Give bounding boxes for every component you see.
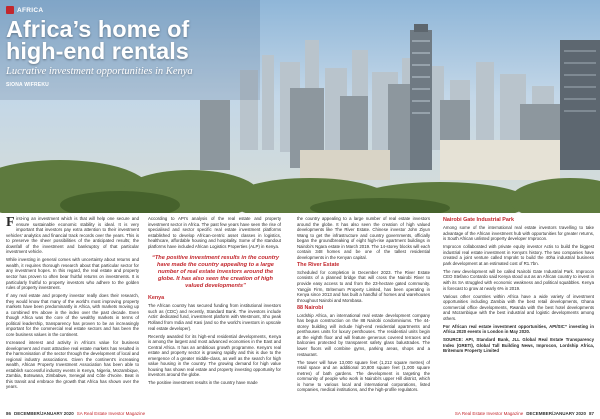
issue-date-right: DECEMBER/JANUARY 2020 xyxy=(526,411,586,416)
paragraph: Increased interest and activity in Africa’s value for business development and most attractive real estate markets has resulted in the harmonisation of the sector through the development of local and regional industry associations. Given the continent’s increasing wealth, African Property Investment Association has been able to establish successful industry events in Kenya, Nigeria, Mozambique, Zambia, Botswana, Zimbabwe, Senegal and Côte d’Ivoire. Beat in this transit and embrace the growth that Africa has shown over the years. xyxy=(6,339,139,390)
page-number-left: 86 xyxy=(6,411,12,416)
page-number-right: 87 xyxy=(588,411,594,416)
paragraph: The positive investment results in the country have made xyxy=(148,380,258,386)
paragraph: The African country has secured funding from institutional investors such as (CDC) and recently, Standard Bank. The investors include Actis’ dedicated fund, investment platform with Westmont, Sho peak Rolland from India and Kasi (and so the world’s investors in upscale real estate developer). xyxy=(148,303,281,331)
paragraph: The tower will have 13,000 square feet (1,212 square metres) of retail space and an additional 10,800 square feet (1,000 square metres) of bath gardens. The development is targeting the community of people who work in Nairobi’s upper Hill district, which is home to various local and international corporations, listed companies, medical institutions, and the high-profile regulators. xyxy=(297,359,430,393)
article-title-line-2: high-end rentals xyxy=(6,38,189,64)
paragraph: While investing in general comes with uncertainty about returns and wealth, it requires thorough research about that particular sector for any investment hopes. In this regard, the real estate and property sector has proven to often bear fruitful returns on investments. It is particularly fruitful to property investors who adhere to the golden rules of property investment. xyxy=(6,257,139,291)
source-note: SOURCE: API, Standard Bank, JLL Global Real Estate Transparency Index (GRETI), Global Tall Building News, Improcon, Lordship Africa, Britemum Property Limited xyxy=(443,337,594,354)
article-title xyxy=(6,18,246,62)
section-label: AFRICA xyxy=(17,6,44,14)
article-subtitle: Lucrative investment opportunities in Kenya xyxy=(6,66,193,77)
article-column-2 xyxy=(148,216,281,388)
paragraph: Various other countries within Africa have a wide variety of investment opportunities including Zambia with the best retail developments, Ghana commercial office developments, Rwanda with the best hotel developments and Mozambique with the best industrial and logistic developments among others. xyxy=(443,293,594,321)
paragraph: First-ing an investment which is that will help one secure and ensure sustainable economic stability is ideal. It is very important that investors pay extra attention to their investment vehicles’ analytics and financial track records over the years. This is to preserve the sheer possibilities of the anticipated results; the downfall of the investment and bankruptcy of that particular investment vehicle. xyxy=(6,214,139,255)
footer-right xyxy=(455,411,594,416)
paragraph-bold: For African real estate investment opportunities, API/SIC” investing in Africa 2020 events in London in May 2020. xyxy=(443,323,594,335)
paragraph: the country appealing to a large number of real estate investors around the globe. It has also seen the creation of high valued developments like The River Estate. Chinese investor John Ziyun Wang to get the infrastructure and country governments, officially began the groundbreaking of eight high-rise apartment buildings in Nairobi’s Ngara estate in March 2019. The 14-storey blocks will each contain 348 homes and be one of the tallest residential developments in the Kenyan capital. xyxy=(297,216,430,260)
subheading-river-estate: The River Estate xyxy=(297,261,340,268)
issue-date-left: DECEMBER/JANUARY 2020 xyxy=(14,411,74,416)
paragraph: Among some of the international real estate investors travelling to take advantage of the African investment hub with opportunities for greater returns, is South African unlisted property developer Improcon. xyxy=(443,225,594,242)
paragraph: If any real estate and property investor really does their research, they would know that many of the world’s most improving property markets have been predominantly in Africa, with markets moving up a combined 6% above in the index over the past decade. Even though Africa was the core of the wealthy markets in terms of political leadership, transparency has proven to be an increasingly important for the commercial real estate sectors and has been the core business values in the continent. xyxy=(6,293,139,337)
drop-cap: F xyxy=(6,214,15,230)
publication-name-right: SA Real Estate Investor Magazine xyxy=(454,411,524,416)
article-title-line-1: Africa’s home of xyxy=(6,16,190,42)
footer-left xyxy=(6,411,145,416)
article-byline: SIONA WIFREKU xyxy=(6,82,49,88)
paragraph: According to API’s analysis of the real estate and property investment sector in Africa. The past few years have seen the rise of specialised and sector specific real estate investment platforms established to develop African-centric asset classes in logistics, healthcare, affordable housing and hospitality. Some of the standout platforms have included African Logistics Properties (ALP) in Kenya. xyxy=(148,216,281,249)
article-column-3 xyxy=(297,216,430,395)
paragraph: Improcon collaborated with private equity investor Actis to build the biggest industrial real estate investment in Kenya’s history. The two companies have created a joint venture called Improkt to build the 40ha industrial business park development at an estimated cost of R1.7bn. xyxy=(443,244,594,266)
paragraph: The new development will be called Nairobi Gate Industrial Park. Improcon CEO Stefano Contardo said Kenya stood out as an African country to invest in with its SA struggled with economic weakness and political squabbles. Kenya is forecast to grow at nearly 6% in 2019. xyxy=(443,268,594,291)
section-marker-icon xyxy=(6,6,14,14)
page-footer xyxy=(0,409,600,419)
paragraph: Recently awarded for its high-end residential developments, Kenya is among the largest and most advanced economies in the East and Central Africa. It has an ambitious growth programme. Kenya’s real estate and property sector is growing rapidly and this is due to the emergence of a greater middle-class, as well as the search for high value housing in the country. The growing demand for high value housing has shown real estate and property investing opportunity for investors around the globe. xyxy=(148,333,281,378)
article-column-4 xyxy=(443,216,594,357)
subheading-kenya: Kenya xyxy=(148,295,165,302)
article-column-1 xyxy=(6,216,139,392)
section-tag xyxy=(6,6,43,14)
paragraph: Lordship Africa, an international real estate development company has begun construction on the 88 Nairobi condominiums. The 44-storey building will include high-end residential apartments and penthouses units for luxury penthouses. The residential units begin at the eighth floor and will feature generous covered terraces and balconies protected by transparent safety glass balustrades. The lower floors will combine gyms, parking areas, shops and a restaurant. xyxy=(297,312,430,357)
paragraph: Scheduled for completion in December 2023. The River Estate consists of a planned bridge that will cross the Nairobi River to provide easy access to and from the 23-hectare gated community. Yangjin Firm, Britemum Property Limited, has been operating in Kenya since 2013 and has built a handful of homes and warehouses throughout Nairobi and Mombasa. xyxy=(297,269,430,303)
pull-quote: “The positive investment results in the country have made the country appealing to a large number of real estate investors around the globe. It has also seen the creation of high valued developments” xyxy=(151,255,280,290)
publication-name-left: SA Real Estate Investor Magazine xyxy=(76,411,146,416)
subheading-nairobi-gate: Nairobi Gate Industrial Park xyxy=(443,217,514,223)
subheading-88-nairobi: 88 Nairobi xyxy=(297,304,324,311)
